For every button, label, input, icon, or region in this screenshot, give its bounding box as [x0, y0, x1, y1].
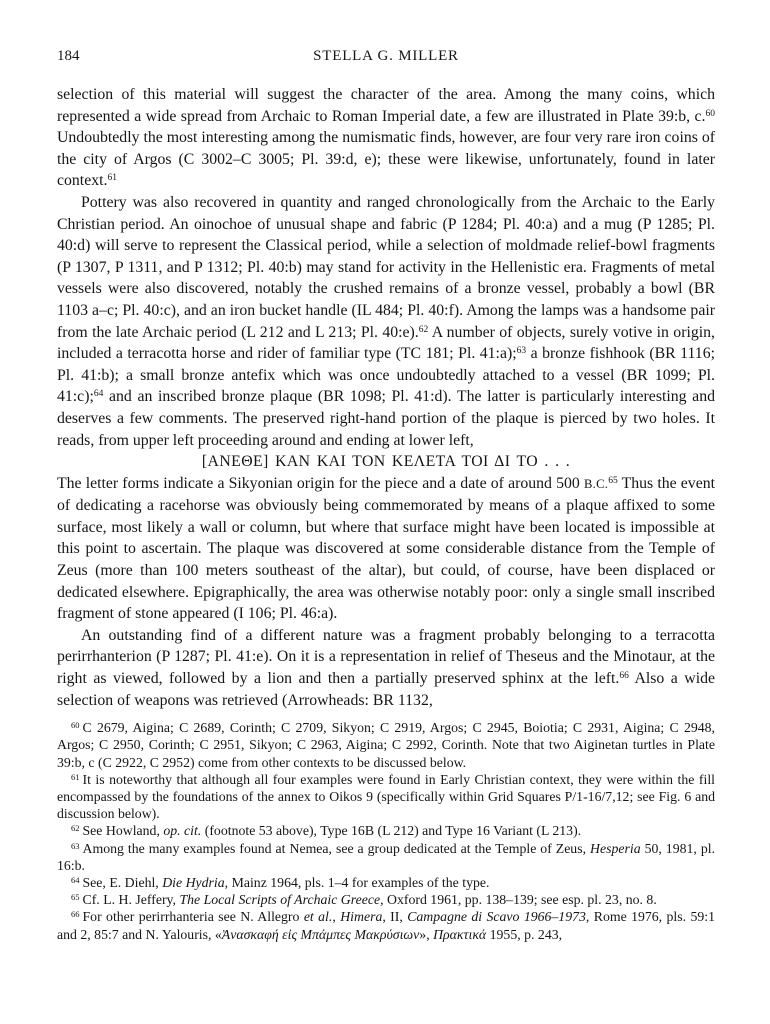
body-paragraph: An outstanding find of a different nature was a fragment probably belonging to a terracotta perirrhanterion (P 1287; Pl. 41:e). On it is a representation in relief of Theseus and the Minotaur, at the right as viewed, followed by a lion and then a partially preserved sphinx at the left.$^{66}$ Also a wide selection of weapons was retrieved (Arrowheads: BR 1132, — [57, 626, 715, 709]
body-paragraph: Pottery was also recovered in quantity and ranged chronologically from the Archaic to the Early Christian period. An oinochoe of unusual shape and fabric (P 1284; Pl. 40:a) and a mug (P 1285; Pl. 40:d) will serve to represent the Classical period, while a selection of moldmade relief-bowl fragments (P 1307, P 1311, and P 1312; Pl. 40:b) may stand for activity in the Hellenistic era. Fragments of metal vessels were also discovered, notably the crushed remains of a bronze vessel, probably a bowl (BR 1103 a–c; Pl. 40:c), and an iron bucket handle (IL 484; Pl. 40:f). Among the lamps was a handsome pair from the late Archaic period (L 212 and L 213; Pl. 40:e).$^{62}$ A number of objects, surely votive in origin, included a terracotta horse and rider of familiar type (TC 181; Pl. 41:a);$^{63}$ a bronze fishhook (BR 1116; Pl. 41:b); a small bronze antefix which was once undoubtedly attached to a vessel (BR 1099; Pl. 41:c);$^{64}$ and an inscribed bronze plaque (BR 1098; Pl. 41:d). The latter is particularly interesting and deserves a few comments. The preserved right-hand portion of the plaque is pierced by two holes. It reads, from upper left proceeding around and ending at lower left, — [57, 193, 715, 449]
footnote-66: $^{66}$ For other perirrhanteria see N. Allegro et al., Himera, II, Campagne di Scavo 1966–1973, Rome 1976, pls. 59:1 and 2, 85:7 and N. Yalouris, «Ἀνασκαφή εἰς Μπάμπες Μακρύσιων», Πρακτικά 1955, p. 243, — [57, 909, 715, 942]
running-head: STELLA G. MILLER — [313, 48, 459, 64]
italic-text: op. cit. — [163, 823, 202, 839]
italic-text: Hesperia — [590, 840, 641, 856]
footnotes-section — [57, 719, 715, 943]
italic-text: Campagne di Scavo 1966–1973 — [407, 909, 586, 925]
footnote-reference: 63 — [516, 346, 527, 357]
footnote-marker: 65 — [71, 892, 80, 903]
body-paragraph: The letter forms indicate a Sikyonian origin for the piece and a date of around 500 B.C.$^{65}$ Thus the event of dedicating a racehorse was obviously being commemorated by means of a plaque affixed to some surface, most likely a wall or column, but where that surface might have been located is impossible at this point to ascertain. The plaque was discovered at some considerable distance from the Temple of Zeus (more than 100 meters southeast of the altar), but could, of course, have been displaced or dedicated elsewhere. Epigraphically, the area was otherwise notably poor: only a single small inscribed fragment of stone appeared (I 106; Pl. 46:a). — [57, 474, 715, 623]
footnote-61: $^{61}$ It is noteworthy that although all four examples were found in Early Christian context, they were within the fill encompassed by the foundations of the annex to Oikos 9 (specifically within Grid Squares P/1-16/7,12; see Fig. 6 and discussion below). — [57, 771, 715, 822]
footnote-marker: 60 — [71, 720, 80, 731]
page-header — [57, 48, 715, 66]
footnote-reference: 66 — [619, 671, 629, 682]
footnote-64: $^{64}$ See, E. Diehl, Die Hydria, Mainz 1964, pls. 1–4 for examples of the type. — [71, 875, 490, 891]
inscription-line: [ΑΝΕΘΕ] ΚΑΝ ΚΑΙ ΤΟΝ ΚΕΛΕΤΑ ΤΟΙ ΔΙ ΤΟ . . . — [201, 453, 571, 471]
footnote-63: $^{63}$ Among the many examples found at Nemea, see a group dedicated at the Temple of Zeus, Hesperia 50, 1981, pl. 16:b. — [57, 840, 715, 873]
footnote-62: $^{62}$ See Howland, op. cit. (footnote 53 above), Type 16B (L 212) and Type 16 Variant (L 213). — [71, 823, 582, 839]
footnote-marker: 61 — [71, 771, 80, 782]
footnote-reference: 65 — [608, 475, 618, 486]
small-caps-text: B.C. — [583, 476, 609, 491]
footnote-65: $^{65}$ Cf. L. H. Jeffery, The Local Scripts of Archaic Greece, Oxford 1961, pp. 138–139; see esp. pl. 23, no. 8. — [71, 892, 657, 908]
footnote-marker: 63 — [71, 840, 80, 851]
body-paragraph: selection of this material will suggest the character of the area. Among the many coins, which represented a wide spread from Archaic to Roman Imperial date, a few are illustrated in Plate 39:b, c.$^{60}$ Undoubtedly the most interesting among the numismatic finds, however, are four very rare iron coins of the city of Argos (C 3002–C 3005; Pl. 39:d, e); these were likewise, unfortunately, found in later context.$^{61}$ — [57, 86, 715, 190]
footnote-marker: 66 — [71, 909, 80, 920]
italic-text: Himera — [340, 909, 383, 925]
italic-text: Ἀνασκαφή εἰς Μπάμπες Μακρύσιων — [221, 926, 420, 942]
footnote-reference: 62 — [418, 324, 429, 335]
italic-text: Die Hydria — [162, 875, 225, 891]
footnote-60: $^{60}$ C 2679, Aigina; C 2689, Corinth; C 2709, Sikyon; C 2919, Argos; C 2945, Boiotia; C 2931, Aigina; C 2948, Argos; C 2950, Corinth; C 2951, Sikyon; C 2963, Aigina; C 2992, Corinth. Note that two Aiginetan turtles in Plate 39:b, c (C 2922, C 2952) come from other contexts to be discussed below. — [57, 720, 715, 770]
italic-text: The Local Scripts of Archaic Greece — [179, 892, 381, 908]
footnote-marker: 64 — [71, 875, 80, 886]
italic-text: et al. — [303, 909, 333, 925]
footnote-reference: 61 — [107, 173, 117, 184]
footnote-marker: 62 — [71, 823, 80, 834]
italic-text: Πρακτικά — [433, 926, 487, 942]
footnote-reference: 60 — [705, 108, 715, 119]
main-text — [57, 84, 715, 711]
page-number: 184 — [57, 48, 80, 64]
footnote-reference: 64 — [93, 389, 104, 400]
